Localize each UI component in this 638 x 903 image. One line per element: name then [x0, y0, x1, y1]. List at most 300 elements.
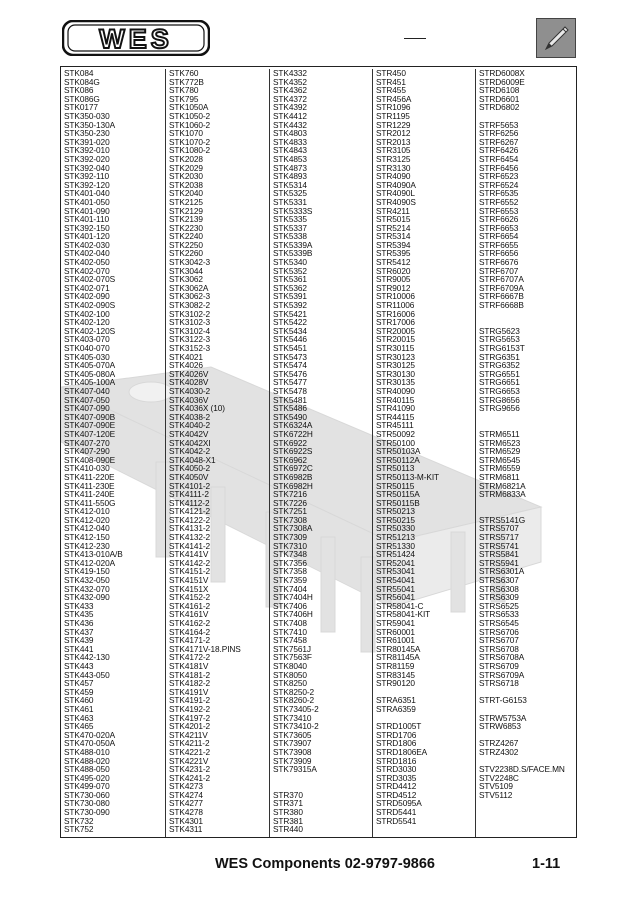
footer-title: WES Components 02-9797-9866	[215, 856, 435, 872]
part-number: STK412-020	[64, 514, 110, 525]
part-number: STK4048-X1	[169, 454, 216, 465]
part-number: STK7404	[273, 583, 307, 594]
part-number: STR3125	[376, 153, 411, 164]
part-number: STR83145	[376, 669, 415, 680]
part-number: STK760	[169, 69, 199, 78]
part-number: STRF6454	[479, 153, 519, 164]
part-number: STK401-120	[64, 231, 110, 242]
part-number: STK4372	[273, 93, 307, 104]
part-number: STR440	[273, 824, 303, 835]
part-number: STK402-050	[64, 257, 110, 268]
part-number: STK432-070	[64, 583, 110, 594]
part-number: STRD5095A	[376, 798, 422, 809]
part-number: STK7348	[273, 549, 307, 560]
part-number: STK4211V	[169, 729, 208, 740]
part-number: STRT-G6153	[479, 695, 527, 706]
part-number: STK413-010A/B	[64, 549, 123, 560]
part-number: STR5015	[376, 214, 411, 225]
part-number: STK499-070	[64, 781, 110, 792]
part-number: STR50213	[376, 506, 415, 517]
part-number: STK2230	[169, 222, 203, 233]
part-number: STR90120	[376, 678, 415, 689]
part-number: STR9005	[376, 274, 411, 285]
part-number: STK73908	[273, 746, 312, 757]
wes-logo	[62, 20, 210, 56]
part-number: STK405-080A	[64, 368, 116, 379]
part-number: STK4171-2	[169, 635, 211, 646]
part-number: STRF6668B	[479, 300, 524, 311]
part-number: STK4362	[273, 85, 307, 96]
part-number: STR58041-KIT	[376, 609, 431, 620]
part-number: STR41090	[376, 403, 415, 414]
part-number: STK5340	[273, 257, 307, 268]
part-number: STK4161V	[169, 609, 209, 620]
part-number: STK407-090E	[64, 420, 116, 431]
part-number: STK4231-2	[169, 764, 211, 775]
part-number: STK8260-2	[273, 695, 315, 706]
part-number: STK4028V	[169, 377, 209, 388]
part-number: STRF6654	[479, 231, 519, 242]
part-number: STK5422	[273, 317, 307, 328]
part-number: STK407-120E	[64, 428, 116, 439]
part-number: STK4036X (10)	[169, 403, 225, 414]
part-number: STK8250	[273, 678, 307, 689]
part-number: STK4873	[273, 162, 307, 173]
part-number: STR30115	[376, 343, 415, 353]
part-number: STRS5141G	[479, 514, 526, 525]
part-number: STK1060-2	[169, 119, 211, 130]
part-number: STR4090	[376, 171, 411, 182]
part-number: STK7406	[273, 600, 307, 611]
part-number: STK5481	[273, 394, 307, 405]
part-number: STR81145A	[376, 652, 420, 663]
part-number: STK3044	[169, 265, 203, 276]
part-number: STRS6533	[479, 609, 519, 620]
part-number: STK4181V	[169, 660, 209, 671]
part-number: STR50113-M-KIT	[376, 471, 439, 482]
part-number: STV2238D.S/FACE.MN	[479, 764, 565, 775]
part-number: STK086	[64, 85, 94, 96]
part-number: STRG6153T	[479, 343, 525, 353]
part-number: STRG6551	[479, 368, 520, 379]
part-number: STR44115	[376, 411, 415, 422]
part-number: STK4182-2	[169, 678, 211, 689]
column-1	[61, 69, 165, 837]
part-number: STK4221V	[169, 755, 209, 766]
part-number: STK73907	[273, 738, 312, 749]
part-number: STK1080-2	[169, 145, 211, 156]
part-number: STK405-100A	[64, 377, 116, 388]
part-number: STK4181-2	[169, 669, 211, 680]
part-number: STK465	[64, 721, 94, 732]
header-rule	[404, 38, 426, 39]
part-number: STK4021	[169, 351, 203, 362]
part-number: STK5325	[273, 188, 307, 199]
part-number: STK392-010	[64, 145, 110, 156]
part-number: STK4040-2	[169, 420, 211, 431]
column-2	[165, 69, 269, 837]
part-number: STK407-050	[64, 394, 110, 405]
part-number: STK4111-2	[169, 489, 209, 500]
part-number: STR5314	[376, 231, 411, 242]
part-number: STRA6351	[376, 695, 416, 706]
part-number: STK7310	[273, 540, 307, 551]
part-number: STK4121-2	[169, 506, 211, 517]
part-number: STK407-090	[64, 403, 110, 414]
part-number: STK7309	[273, 532, 307, 543]
part-number: STK4042XI	[169, 437, 211, 448]
part-number: STK5362	[273, 282, 307, 293]
part-number: STK1050A	[169, 102, 209, 113]
part-number: STK086G	[64, 93, 100, 104]
part-number: STK3062	[169, 274, 203, 285]
part-number: STRF6523	[479, 171, 519, 182]
part-number: STK4112-2	[169, 497, 210, 508]
part-number: STK402-090	[64, 291, 110, 302]
part-number: STRD1806EA	[376, 746, 428, 757]
part-number: STK4893	[273, 171, 307, 182]
part-number: STR5395	[376, 248, 411, 259]
part-number: STK2250	[169, 239, 203, 250]
part-number: STK350-130A	[64, 119, 116, 130]
part-number: STK411-550G	[64, 497, 116, 508]
part-number: STK436	[64, 618, 94, 628]
part-number: STK73909	[273, 755, 312, 766]
part-number: STK4026	[169, 360, 203, 371]
part-number: STK402-120	[64, 317, 110, 328]
part-number: STK463	[64, 712, 94, 723]
part-number: STK2260	[169, 248, 203, 259]
part-number: STRS6307	[479, 575, 519, 586]
part-number: STRS6708	[479, 643, 519, 654]
part-number: STR2012	[376, 128, 411, 139]
part-number: STK7563F	[273, 652, 312, 663]
part-number: STK470-050A	[64, 738, 116, 749]
part-number: STK5333S	[273, 205, 313, 216]
part-number: STK5474	[273, 360, 307, 371]
part-number: STK730-080	[64, 798, 110, 809]
part-number: STK402-120S	[64, 325, 116, 336]
part-number: STR40090	[376, 385, 415, 396]
part-number: STK408-090E	[64, 454, 116, 465]
part-number: STR59041	[376, 618, 415, 628]
part-number: STRM6529	[479, 446, 521, 457]
section-gap	[479, 499, 577, 508]
part-number: STR40115	[376, 394, 415, 405]
part-number: STR4211	[376, 205, 410, 216]
part-number: STK2040	[169, 188, 203, 199]
part-number: STRA6359	[376, 703, 416, 714]
part-number: STK350-230	[64, 128, 110, 139]
part-number: STK3102-4	[169, 325, 211, 336]
part-number: STK412-040	[64, 523, 110, 534]
part-number: STK4197-2	[169, 712, 211, 723]
part-number: STR50092	[376, 428, 415, 439]
part-number: STR451	[376, 76, 406, 87]
part-number: STR370	[273, 789, 303, 800]
part-number: STK4101-2	[169, 480, 211, 491]
part-number: STK1050-2	[169, 110, 211, 121]
part-number: STK412-020A	[64, 557, 116, 568]
part-number: STRS6525	[479, 600, 519, 611]
part-number: STRD6802	[479, 102, 520, 113]
part-number: STK4030-2	[169, 385, 211, 396]
part-number: STRD5441	[376, 807, 417, 818]
part-number: STRD5541	[376, 815, 417, 826]
part-number: STK4131-2	[169, 523, 211, 534]
part-number: STK5352	[273, 265, 307, 276]
part-number: STRM6523	[479, 437, 521, 448]
part-number: STRF6524	[479, 179, 519, 190]
part-number: STK5478	[273, 385, 307, 396]
part-number: STK7251	[273, 506, 307, 517]
part-number: STK5391	[273, 291, 307, 302]
part-number: STK5477	[273, 377, 307, 388]
part-number: STK407-270	[64, 437, 110, 448]
part-number: STR381	[273, 815, 303, 826]
part-number: STR6020	[376, 265, 411, 276]
part-number: STK7561J	[273, 643, 311, 654]
part-number: STK443	[64, 660, 94, 671]
part-number: STK084G	[64, 76, 100, 87]
part-number: STK7308	[273, 514, 307, 525]
page-number: 1-11	[532, 856, 561, 872]
column-5	[475, 69, 577, 837]
part-number: STK73410	[273, 712, 312, 723]
part-number: STRS6301A	[479, 566, 525, 577]
part-number: STRD1005T	[376, 721, 422, 732]
part-number: STK8040	[273, 660, 307, 671]
part-number: STRD1706	[376, 729, 417, 740]
part-number: STK405-070A	[64, 360, 116, 371]
part-number: STK4201-2	[169, 721, 211, 732]
part-number: STR61001	[376, 635, 415, 646]
part-number: STK411-240E	[64, 489, 115, 500]
part-number: STR5394	[376, 239, 411, 250]
part-number: STRD4412	[376, 781, 417, 792]
part-number: STK5338	[273, 231, 307, 242]
part-number: STK2129	[169, 205, 203, 216]
part-number: STK488-020	[64, 755, 110, 766]
part-number: STRM6559	[479, 463, 521, 474]
part-number: STRM6833A	[479, 489, 526, 500]
part-number: STRS6309	[479, 592, 519, 603]
part-number: STRD1816	[376, 755, 417, 766]
part-number: STRS6709A	[479, 669, 525, 680]
part-number: STK5476	[273, 368, 307, 379]
part-number: STR456A	[376, 93, 412, 104]
part-number: STK4122-2	[169, 514, 211, 525]
part-number: STRZ4302	[479, 746, 519, 757]
part-number: STK443-050	[64, 669, 110, 680]
part-number: STK5421	[273, 308, 307, 319]
part-number: STR5412	[376, 257, 411, 268]
pen-icon	[536, 18, 576, 58]
part-number: STK401-110	[64, 214, 109, 225]
part-number: STRF6535	[479, 188, 519, 199]
part-number: STK439	[64, 635, 94, 646]
part-number: STK4026V	[169, 368, 209, 379]
part-number: STK730-090	[64, 807, 110, 818]
part-number: STR371	[273, 798, 303, 809]
part-number: STV2248C	[479, 772, 519, 783]
part-number: STRD4512	[376, 789, 417, 800]
part-number: STK4050V	[169, 471, 209, 482]
part-number: STK495-020	[64, 772, 110, 783]
part-number: STK7216	[273, 489, 307, 500]
part-number: STR50100	[376, 437, 415, 448]
part-number: STRS5841	[479, 549, 519, 560]
part-number: STK5335	[273, 214, 307, 225]
part-number: STK4277	[169, 798, 203, 809]
part-number: STK7408	[273, 618, 307, 628]
part-number: STR50215	[376, 514, 415, 525]
part-number: STK2038	[169, 179, 203, 190]
part-number: STRF6626	[479, 214, 519, 225]
part-number: STK5361	[273, 274, 307, 285]
part-number: STK3122-3	[169, 334, 211, 345]
part-number: STK4042V	[169, 428, 209, 439]
logo-text: WES	[99, 24, 173, 54]
part-number: STK2029	[169, 162, 203, 173]
part-number: STR9012	[376, 282, 411, 293]
part-number: STR60001	[376, 626, 415, 637]
part-number: STRF6552	[479, 196, 519, 207]
part-number: STK4278	[169, 807, 203, 818]
part-number: STK402-070	[64, 265, 110, 276]
part-number: STK435	[64, 609, 94, 620]
part-number: STRD3030	[376, 764, 417, 775]
part-number: STK4191V	[169, 686, 209, 697]
part-number: STK411-220E	[64, 471, 115, 482]
part-number: STK432-050	[64, 575, 110, 586]
part-number: STR45111	[376, 420, 414, 431]
part-number: STR80145A	[376, 643, 421, 654]
part-number: STK4142-2	[169, 557, 211, 568]
part-number: STRF6655	[479, 239, 519, 250]
part-number: STK6972C	[273, 463, 313, 474]
part-number: STRF6707A	[479, 274, 524, 285]
part-number: STK488-050	[64, 764, 110, 775]
part-number: STRW5753A	[479, 712, 527, 723]
part-number: STK5473	[273, 351, 307, 362]
part-number: STRF6456	[479, 162, 519, 173]
part-number: STK5451	[273, 343, 307, 353]
part-number: STK7359	[273, 575, 307, 586]
column-4	[372, 69, 475, 837]
part-number: STK4164-2	[169, 626, 211, 637]
part-number: STK8250-2	[273, 686, 315, 697]
part-number: STK4803	[273, 128, 307, 139]
part-number: STR30123	[376, 351, 415, 362]
parts-table	[60, 66, 577, 838]
part-number: STK401-040	[64, 188, 110, 199]
part-number: STRG8656	[479, 394, 520, 405]
part-number: STK392-020	[64, 153, 110, 164]
part-number: STRG6352	[479, 360, 520, 371]
part-number: STK437	[64, 626, 94, 637]
part-number: STK470-020A	[64, 729, 116, 740]
part-number: STRG6651	[479, 377, 520, 388]
part-number: STK7358	[273, 566, 307, 577]
part-number: STR11006	[376, 300, 415, 311]
part-number: STRZ4267	[479, 738, 519, 749]
part-number: STR1096	[376, 102, 411, 113]
part-number: STK392-040	[64, 162, 110, 173]
part-number: STR50112A	[376, 454, 420, 465]
part-number: STRW6853	[479, 721, 521, 732]
part-number: STR4090L	[376, 188, 415, 199]
part-number: STK4172-2	[169, 652, 211, 663]
part-number: STK392-150	[64, 222, 110, 233]
part-number: STK4274	[169, 789, 203, 800]
part-number: STRS5707	[479, 523, 519, 534]
part-number: STR30135	[376, 377, 415, 388]
part-number: STK4132-2	[169, 532, 211, 543]
part-number: STK4171V-18.PINS	[169, 643, 241, 654]
part-number: STK7356	[273, 557, 307, 568]
part-number: STK8050	[273, 669, 307, 680]
part-number: STR50115B	[376, 497, 420, 508]
part-number: STK4042-2	[169, 446, 211, 457]
part-number: STK084	[64, 69, 94, 78]
part-number: STRS5717	[479, 532, 519, 543]
part-number: STK4141V	[169, 549, 209, 560]
part-number: STK412-230	[64, 540, 110, 551]
part-number: STK4301	[169, 815, 203, 826]
part-number: STR81159	[376, 660, 415, 671]
part-number: STRF6676	[479, 257, 519, 268]
part-number: STRF6709A	[479, 282, 524, 293]
part-number: STRF6426	[479, 145, 519, 156]
part-number: STK4392	[273, 102, 307, 113]
part-number: STK441	[64, 643, 94, 654]
part-number: STK4833	[273, 136, 307, 147]
part-number: STK433	[64, 600, 94, 611]
part-number: STR455	[376, 85, 406, 96]
part-number: STR30130	[376, 368, 415, 379]
part-number: STK7308A	[273, 523, 313, 534]
part-number: STRF6256	[479, 128, 519, 139]
part-number: STR16006	[376, 308, 415, 319]
part-number: STK6922	[273, 437, 307, 448]
part-number: STR50115	[376, 480, 415, 491]
part-number: STK403-070	[64, 334, 110, 345]
part-number: STK780	[169, 85, 199, 96]
part-number: STK4038-2	[169, 411, 211, 422]
part-number: STK3152-3	[169, 343, 211, 353]
part-number: STK73605	[273, 729, 312, 740]
part-number: STR54041	[376, 575, 415, 586]
part-number: STRD6009E	[479, 76, 525, 87]
part-number: STR10006	[376, 291, 415, 302]
part-number: STRS6709	[479, 660, 519, 671]
part-number: STRF6656	[479, 248, 519, 259]
part-number: STK5331	[273, 196, 307, 207]
part-number: STK3102-3	[169, 317, 211, 328]
part-number: STK7404H	[273, 592, 313, 603]
part-number: STK5392	[273, 300, 307, 311]
part-number: STK0177	[64, 102, 98, 113]
part-number: STK7410	[273, 626, 307, 637]
part-number: STRS6707	[479, 635, 519, 646]
part-number: STK407-090B	[64, 411, 116, 422]
part-number: STR55041	[376, 583, 415, 594]
part-number: STRM6545	[479, 454, 521, 465]
part-number: STK4853	[273, 153, 307, 164]
part-number: STK3102-2	[169, 308, 211, 319]
part-number: STK402-100	[64, 308, 110, 319]
